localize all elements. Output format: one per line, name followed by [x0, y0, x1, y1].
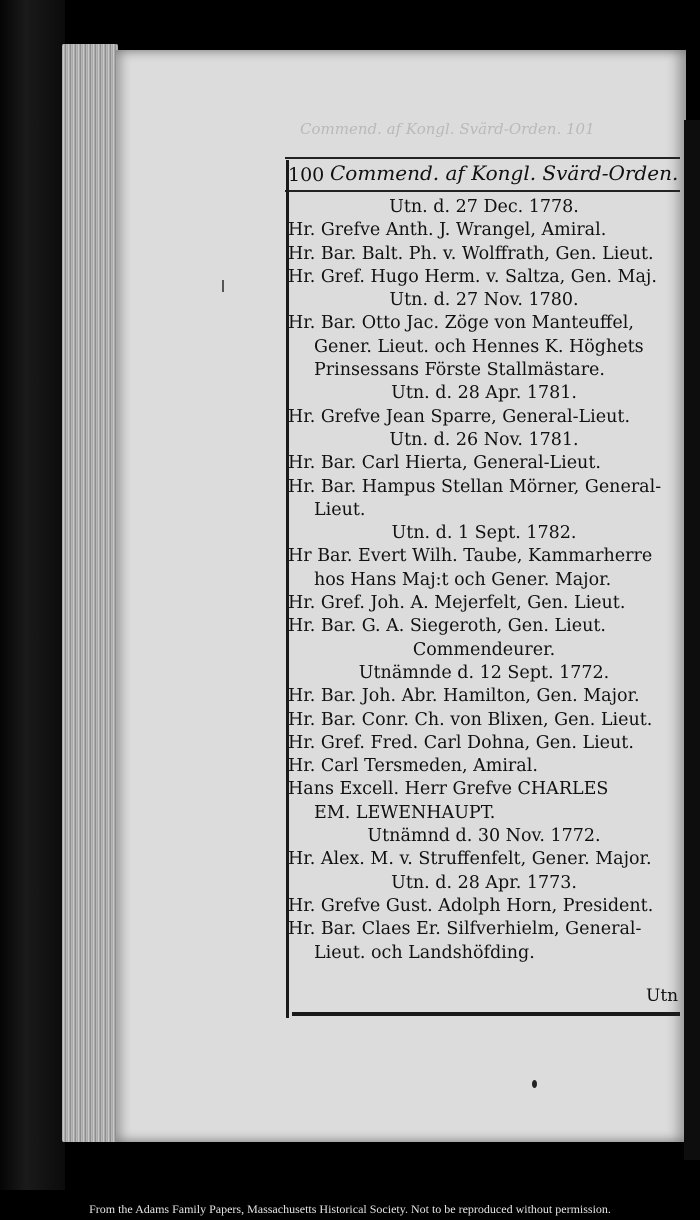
- entry-line: Hr. Bar. Joh. Abr. Hamilton, Gen. Major.: [288, 686, 640, 707]
- entry-line: Hans Excell. Herr Grefve CHARLES: [288, 779, 609, 800]
- date-heading: Utn. d. 27 Nov. 1780.: [389, 290, 579, 311]
- date-heading: Utn. d. 28 Apr. 1781.: [391, 383, 577, 404]
- entry-line: Hr. Bar. G. A. Siegeroth, Gen. Lieut.: [288, 616, 606, 637]
- book-spine: [0, 0, 65, 1190]
- entry-line: Hr Bar. Evert Wilh. Taube, Kammarherre: [288, 546, 653, 567]
- entry-line: Hr. Bar. Otto Jac. Zöge von Manteuffel,: [288, 313, 634, 334]
- footer-rule: [292, 1012, 680, 1016]
- bleed-through-text: Commend. af Kongl. Svärd-Orden. 101: [300, 120, 595, 138]
- entry-line: Hr. Gref. Hugo Herm. v. Saltza, Gen. Maj.: [288, 266, 657, 287]
- date-heading: Utn. d. 1 Sept. 1782.: [391, 523, 577, 544]
- entry-line: Lieut.: [314, 499, 366, 520]
- header-rule-top: [285, 157, 680, 159]
- entry-line: Hr. Bar. Carl Hierta, General-Lieut.: [288, 453, 601, 474]
- date-heading: Utn. d. 26 Nov. 1781.: [389, 429, 579, 450]
- entry-line: Hr. Grefve Gust. Adolph Horn, President.: [288, 895, 654, 916]
- entry-line: hos Hans Maj:t och Gener. Major.: [314, 569, 612, 590]
- entry-line: EM. LEWENHAUPT.: [314, 802, 496, 823]
- date-heading: Utnämnd d. 30 Nov. 1772.: [367, 826, 601, 847]
- date-heading: Commendeurer.: [412, 639, 556, 660]
- entry-line: Gener. Lieut. och Hennes K. Höghets: [314, 336, 644, 357]
- entry-line: Hr. Grefve Anth. J. Wrangel, Amiral.: [288, 220, 607, 241]
- credit-line: From the Adams Family Papers, Massachusetts Historical Society. Not to be reproduced without permission.: [89, 1202, 611, 1216]
- entry-line: Prinsessans Förste Stallmästare.: [314, 360, 605, 381]
- date-heading: Utn. d. 28 Apr. 1773.: [391, 872, 577, 893]
- entry-line: Hr. Bar. Claes Er. Silfverhielm, General-: [288, 919, 642, 940]
- running-head: Commend. af Kongl. Svärd-Orden.: [330, 161, 679, 185]
- catchword: Utn: [646, 986, 679, 1006]
- entry-line: Hr. Bar. Hampus Stellan Mörner, General-: [288, 476, 662, 497]
- entry-line: Hr. Bar. Balt. Ph. v. Wolffrath, Gen. Lieut.: [288, 243, 654, 264]
- page-edges: [62, 44, 118, 1142]
- entry-line: Hr. Alex. M. v. Struffenfelt, Gener. Major.: [288, 849, 652, 870]
- margin-mark: [222, 280, 224, 292]
- header-rule-bottom: [285, 190, 680, 192]
- ink-speck: [532, 1080, 537, 1088]
- entry-line: Hr. Grefve Jean Sparre, General-Lieut.: [288, 406, 631, 427]
- entry-line: Hr. Carl Tersmeden, Amiral.: [288, 756, 538, 777]
- entry-line: Hr. Bar. Conr. Ch. von Blixen, Gen. Lieut.: [288, 709, 653, 730]
- right-margin-shadow: [684, 120, 700, 1160]
- entry-line: Hr. Gref. Fred. Carl Dohna, Gen. Lieut.: [288, 732, 634, 753]
- entry-line: Lieut. och Landshöfding.: [314, 942, 535, 963]
- entry-line: Hr. Gref. Joh. A. Mejerfelt, Gen. Lieut.: [288, 593, 626, 614]
- page-number: 100: [288, 164, 325, 186]
- date-heading: Utn. d. 27 Dec. 1778.: [389, 197, 579, 217]
- date-heading: Utnämnde d. 12 Sept. 1772.: [358, 662, 610, 683]
- entry-list: [288, 196, 680, 965]
